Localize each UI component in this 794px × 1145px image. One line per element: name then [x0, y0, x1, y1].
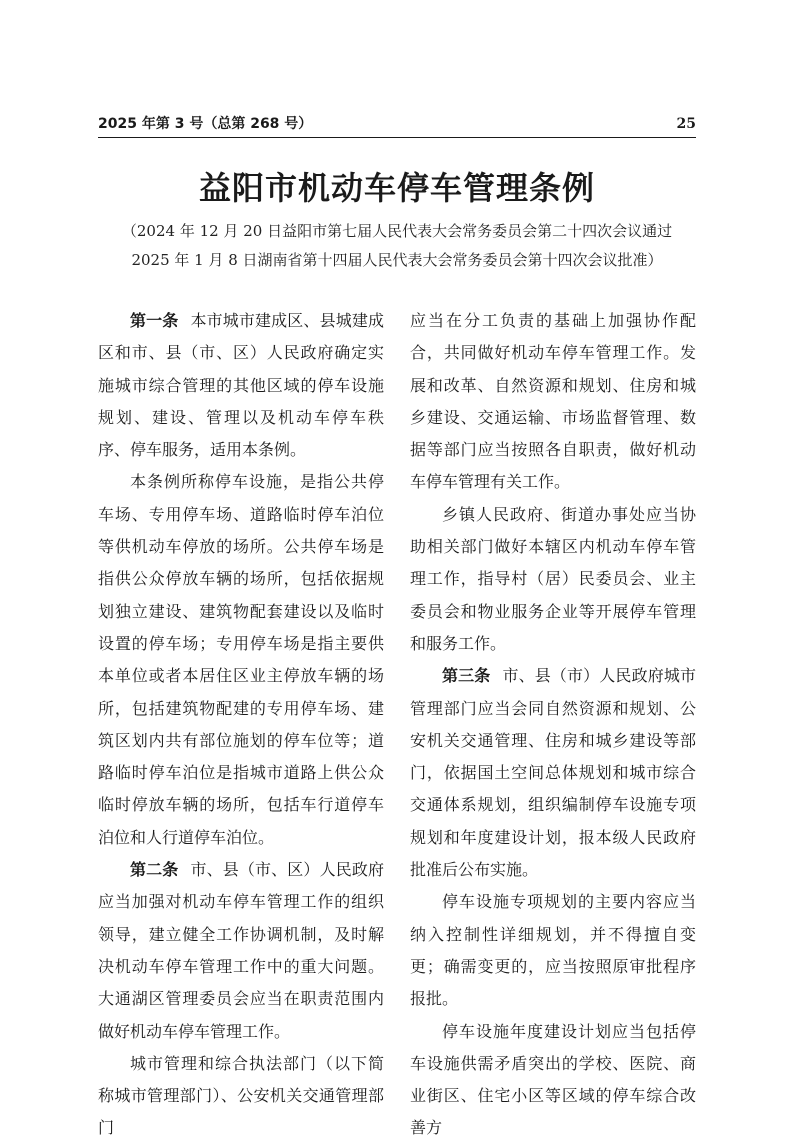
right-column: [410, 305, 696, 1145]
running-header: [98, 114, 696, 138]
header-divider: [98, 137, 696, 138]
left-column: [98, 305, 384, 1145]
annual-plan-paragraph: [410, 1016, 696, 1145]
article-3-text: 市、县（市）人民政府城市管理部门应当会同自然资源和规划、公安机关交通管理、住房和城乡建设等部门，依据国土空间总体规划和城市综合交通体系规划，组织编制停车设施专项规划和年度建设计划，报本级人民政府批准后公布实施。: [410, 666, 696, 880]
continued-text: 应当在分工负责的基础上加强协作配合，共同做好机动车停车管理工作。发展和改革、自然资源和规划、住房和城乡建设、交通运输、市场监督管理、数据等部门应当按照各自职责，做好机动车停车管理有关工作。: [410, 311, 696, 492]
page-number: 25: [676, 116, 696, 132]
township-text: 乡镇人民政府、街道办事处应当协助相关部门做好本辖区内机动车停车管理工作，指导村（居）民委员会、业主委员会和物业服务企业等开展停车管理和服务工作。: [410, 504, 696, 653]
issue-label: 2025 年第 3 号（总第 268 号）: [98, 116, 313, 132]
article-1-paragraph: [98, 305, 384, 466]
departments-text: 城市管理和综合执法部门（以下简称城市管理部门）、公安机关交通管理部门: [98, 1053, 384, 1138]
article-2-text: 市、县（市、区）人民政府应当加强对机动车停车管理工作的组织领导，建立健全工作协调机制，及时解决机动车停车管理工作中的重大问题。大通湖区管理委员会应当在职责范围内做好机动车停车管理工作。: [98, 860, 384, 1041]
article-3-paragraph: [410, 660, 696, 886]
article-2-departments-paragraph: [98, 1048, 384, 1145]
article-1-text: 本市城市建成区、县城建成区和市、县（市、区）人民政府确定实施城市综合管理的其他区域的停车设施规划、建设、管理以及机动车停车秩序、停车服务，适用本条例。: [98, 311, 384, 460]
article-2-label: 第二条: [130, 860, 179, 880]
subtitle-line-2: 2025 年 1 月 8 日湖南省第十四届人民代表大会常务委员会第十四次会议批准）: [131, 251, 663, 269]
special-plan-text: 停车设施专项规划的主要内容应当纳入控制性详细规划，并不得擅自变更；确需变更的，应当按照原审批程序报批。: [410, 892, 696, 1009]
continued-paragraph: [410, 305, 696, 499]
document-title: 益阳市机动车停车管理条例: [198, 169, 595, 207]
article-1-definition-paragraph: [98, 466, 384, 854]
annual-plan-text: 停车设施年度建设计划应当包括停车设施供需矛盾突出的学校、医院、商业街区、住宅小区等区域的停车综合改善方: [410, 1021, 696, 1138]
definition-text: 本条例所称停车设施，是指公共停车场、专用停车场、道路临时停车泊位等供机动车停放的场所。公共停车场是指供公众停放车辆的场所，包括依据规划独立建设、建筑物配套建设以及临时设置的停车场；专用停车场是指主要供本单位或者本居住区业主停放车辆的场所，包括建筑物配建的专用停车场、建筑区划内共有部位施划的停车位等；道路临时停车泊位是指城市道路上供公众临时停放车辆的场所，包括车行道停车泊位和人行道停车泊位。: [98, 472, 384, 847]
township-paragraph: [410, 499, 696, 660]
article-2-paragraph: [98, 854, 384, 1048]
subtitle-line-1: （2024 年 12 月 20 日益阳市第七届人民代表大会常务委员会第二十四次会议通过: [121, 222, 673, 240]
special-plan-paragraph: [410, 886, 696, 1015]
article-1-label: 第一条: [130, 311, 179, 330]
article-3-label: 第三条: [442, 666, 491, 686]
